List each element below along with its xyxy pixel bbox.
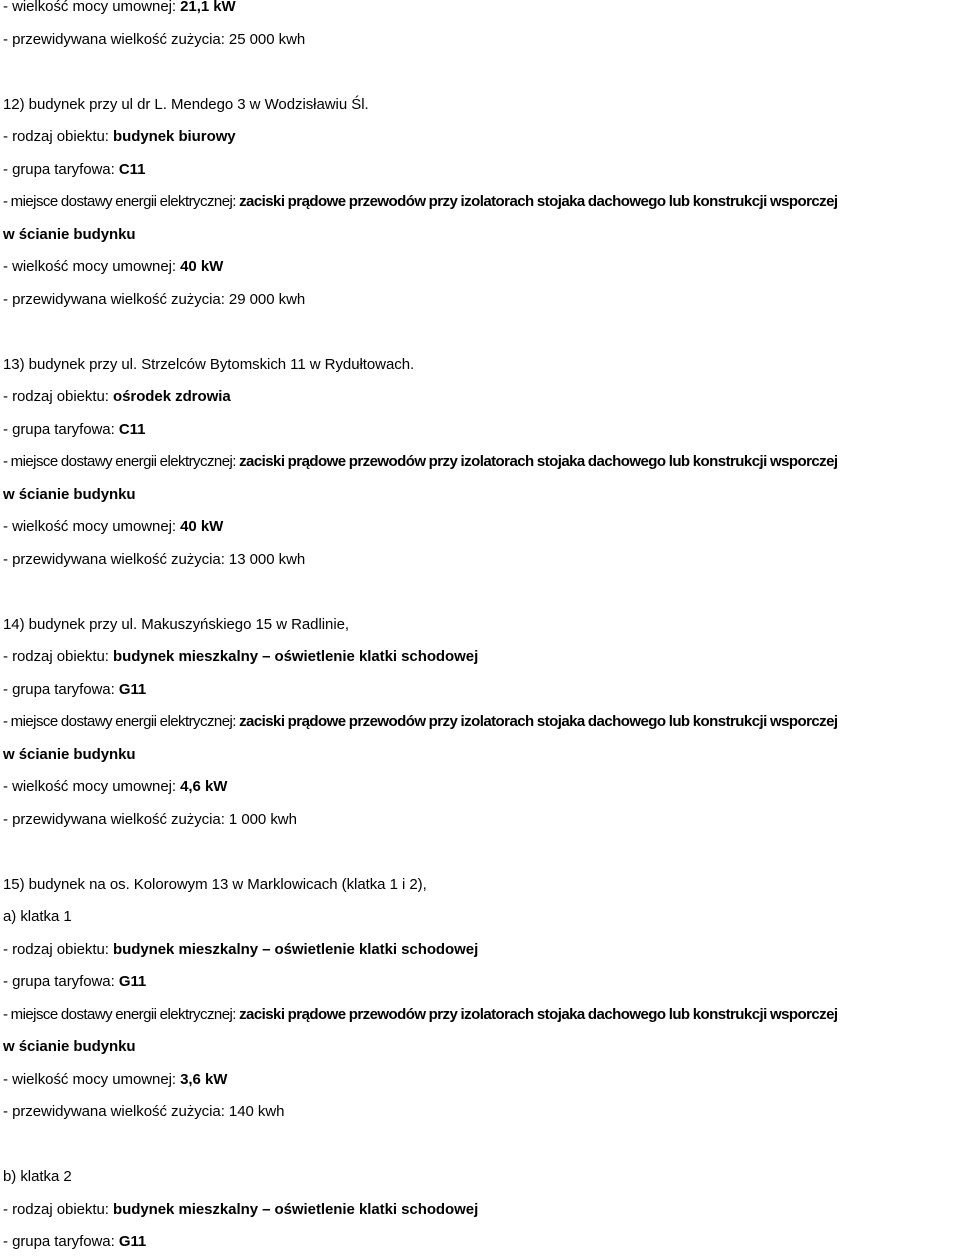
doc-line: - miejsce dostawy energii elektrycznej: zaciski prądowe przewodów przy izolatorach stojaka dachowego lub konstrukcji wsporczej [3, 193, 838, 210]
doc-line: - rodzaj obiektu: budynek mieszkalny – oświetlenie klatki schodowej [3, 648, 479, 665]
section-heading: 15) budynek na os. Kolorowym 13 w Marklowicach (klatka 1 i 2), [3, 875, 427, 893]
doc-line: - wielkość mocy umownej: 4,6 kW [3, 778, 228, 795]
doc-line: w ścianie budynku [3, 1038, 136, 1055]
section-heading: 13) budynek przy ul. Strzelców Bytomskich 11 w Rydułtowach. [3, 355, 415, 373]
doc-line: - rodzaj obiektu: budynek mieszkalny – oświetlenie klatki schodowej [3, 940, 479, 958]
doc-line: w ścianie budynku [3, 225, 136, 243]
doc-line: - miejsce dostawy energii elektrycznej: zaciski prądowe przewodów przy izolatorach stojaka dachowego lub konstrukcji wsporczej [3, 713, 838, 730]
doc-line: - miejsce dostawy energii elektrycznej: zaciski prądowe przewodów przy izolatorach stojaka dachowego lub konstrukcji wsporczej [3, 1005, 838, 1023]
doc-line: - miejsce dostawy energii elektrycznej: zaciski prądowe przewodów przy izolatorach stojaka dachowego lub konstrukcji wsporczej [3, 453, 838, 470]
doc-line: - wielkość mocy umownej: 21,1 kW [3, 0, 236, 15]
blank-line [3, 836, 958, 869]
doc-line: - wielkość mocy umownej: 3,6 kW [3, 1070, 228, 1088]
doc-line: - rodzaj obiektu: budynek biurowy [3, 128, 236, 145]
document-page [3, 0, 958, 1259]
doc-line: - grupa taryfowa: C11 [3, 420, 146, 438]
doc-line: - przewidywana wielkość zużycia: 1 000 kwh [3, 810, 297, 828]
doc-line: - grupa taryfowa: G11 [3, 1233, 147, 1250]
doc-line: - przewidywana wielkość zużycia: 29 000 kwh [3, 290, 306, 308]
doc-line: - przewidywana wielkość zużycia: 13 000 kwh [3, 550, 306, 568]
doc-line: - przewidywana wielkość zużycia: 140 kwh [3, 1103, 285, 1120]
doc-line: - rodzaj obiektu: budynek mieszkalny – oświetlenie klatki schodowej [3, 1200, 479, 1218]
blank-line [3, 1129, 958, 1162]
doc-line: - grupa taryfowa: G11 [3, 680, 147, 698]
doc-line: - grupa taryfowa: G11 [3, 973, 147, 990]
subsection-heading: a) klatka 1 [3, 908, 72, 925]
blank-line [3, 56, 958, 89]
subsection-heading: b) klatka 2 [3, 1168, 72, 1185]
doc-line: w ścianie budynku [3, 745, 136, 763]
blank-line [3, 316, 958, 349]
section-heading: 14) budynek przy ul. Makuszyńskiego 15 w Radlinie, [3, 615, 350, 633]
doc-line: w ścianie budynku [3, 485, 136, 503]
doc-line: - przewidywana wielkość zużycia: 25 000 kwh [3, 30, 306, 48]
blank-line [3, 576, 958, 609]
doc-line: - wielkość mocy umownej: 40 kW [3, 518, 224, 535]
doc-line: - grupa taryfowa: C11 [3, 160, 146, 178]
section-heading: 12) budynek przy ul dr L. Mendego 3 w Wodzisławiu Śl. [3, 95, 369, 113]
doc-line: - wielkość mocy umownej: 40 kW [3, 258, 224, 275]
doc-line: - rodzaj obiektu: ośrodek zdrowia [3, 388, 231, 405]
